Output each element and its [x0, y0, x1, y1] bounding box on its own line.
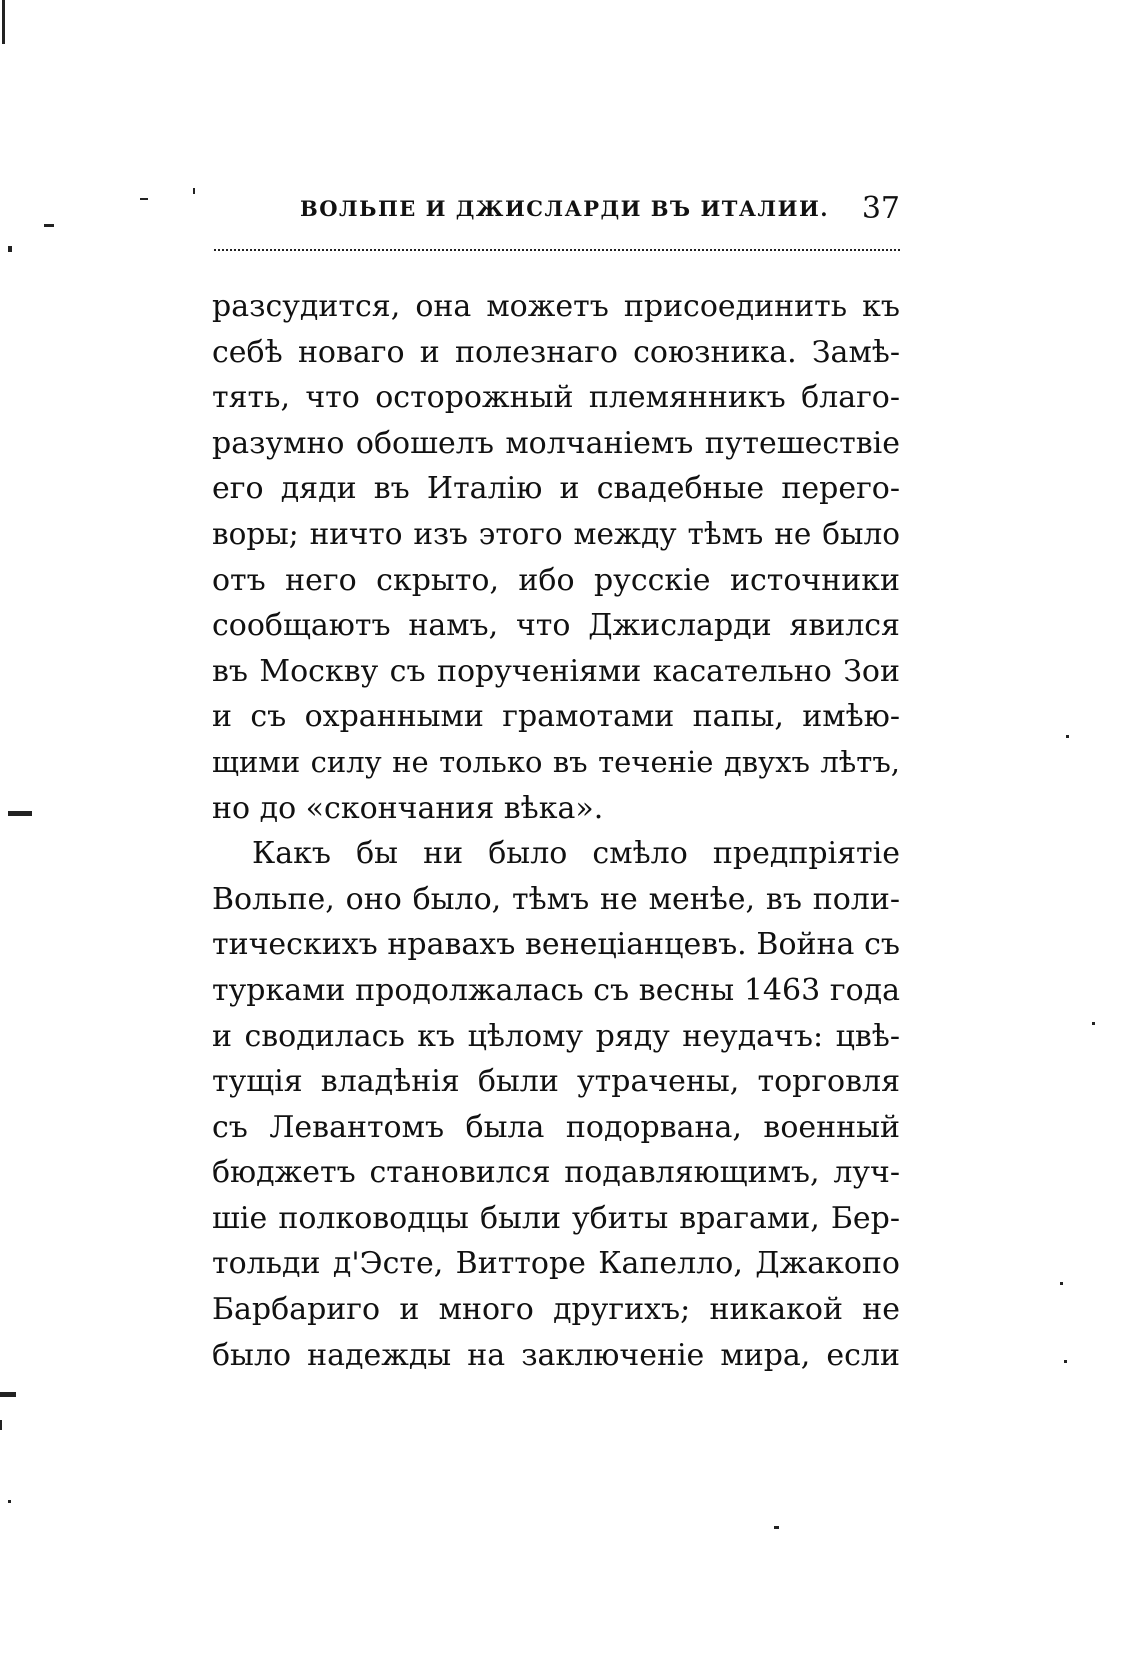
text-line: тическихъ нравахъ венеціанцевъ. Война съ [212, 927, 900, 963]
text-line: разсудится, она можетъ присоединить къ [212, 289, 900, 324]
text-line: его дяди въ Италію и свадебные перего- [212, 471, 900, 507]
running-head [300, 188, 900, 228]
scan-mark [1066, 735, 1069, 738]
text-line: турками продолжалась съ весны 1463 года [212, 972, 900, 1008]
body-text [212, 284, 900, 1378]
text-line: отъ него скрыто, ибо русскіе источники [212, 562, 900, 598]
scan-mark [8, 1500, 11, 1503]
text-line: съ Левантомъ была подорвана, военный [212, 1109, 900, 1145]
paragraph-end-line: но до «скончания вѣка». [212, 790, 604, 826]
text-line: воры; ничто изъ этого между тѣмъ не было [212, 516, 900, 551]
text-line: тять, что осторожный племянникъ благо- [212, 380, 900, 416]
text-line: Вольпе, оно было, тѣмъ не менѣе, въ поли- [212, 881, 900, 917]
text-line: въ Москву съ порученіями касательно Зои [212, 653, 900, 689]
scan-mark [2, 0, 5, 44]
scan-mark [774, 1526, 779, 1529]
scan-mark [8, 246, 12, 252]
scan-mark [140, 198, 148, 200]
scan-mark [0, 1420, 2, 1430]
text-line: разумно обошелъ молчаніемъ путешествіе [212, 425, 900, 461]
text-line: было надежды на заключеніе мира, если [212, 1337, 900, 1373]
header-rule [214, 249, 900, 255]
running-title: ВОЛЬПЕ И ДЖИСЛАРДИ ВЪ ИТАЛИИ. [300, 195, 830, 221]
text-line: и съ охранными грамотами папы, имѣю- [212, 699, 900, 735]
text-line: бюджетъ становился подавляющимъ, луч- [212, 1155, 900, 1191]
text-line: и сводилась къ цѣлому ряду неудачъ: цвѣ- [212, 1018, 900, 1054]
text-line: тущія владѣнія были утрачены, торговля [212, 1064, 900, 1100]
scan-mark [193, 188, 195, 194]
scan-mark [1060, 1282, 1063, 1285]
scan-mark [8, 811, 32, 816]
page-number: 37 [861, 190, 900, 226]
scan-mark [1064, 1360, 1067, 1363]
text-line: тольди д'Эсте, Витторе Капелло, Джакопо [212, 1246, 900, 1282]
scan-mark [0, 1392, 16, 1397]
scan-mark [44, 224, 54, 227]
paragraph-start-line: Какъ бы ни было смѣло предпріятіе [252, 836, 900, 872]
scan-mark [1092, 1022, 1095, 1025]
text-line: себѣ новаго и полезнаго союзника. Замѣ- [212, 334, 900, 370]
text-line: сообщаютъ намъ, что Джисларди явился [212, 608, 900, 644]
text-line: Барбариго и много другихъ; никакой не [212, 1292, 900, 1328]
text-line: шіе полководцы были убиты врагами, Бер- [212, 1200, 900, 1236]
text-line: щими силу не только въ теченіе двухъ лѣтъ, [212, 744, 900, 779]
